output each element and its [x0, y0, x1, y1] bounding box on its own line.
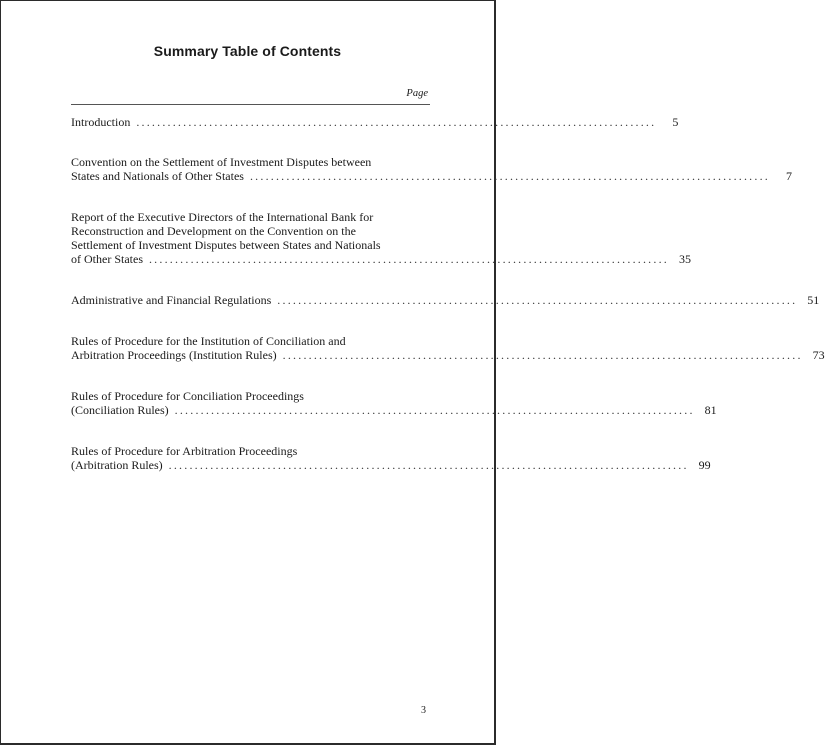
toc-entry-text: Rules of Procedure for the Institution of Conciliation and [71, 334, 346, 348]
toc-entry-introduction[interactable] [71, 115, 679, 129]
header-rule [71, 104, 430, 105]
toc-entry-text: (Conciliation Rules) [71, 403, 169, 417]
dot-leader: .................................................................................................... [136, 115, 657, 129]
toc-entry-convention[interactable] [71, 155, 792, 183]
toc-entry-text: Arbitration Proceedings (Institution Rules) [71, 348, 277, 362]
toc-entry-text: States and Nationals of Other States [71, 169, 244, 183]
page-title: Summary Table of Contents [153, 43, 342, 59]
dot-leader: .................................................................................................... [174, 403, 695, 417]
toc-entry-institution-rules[interactable] [71, 334, 825, 362]
toc-entry-text: Reconstruction and Development on the Convention on the [71, 224, 356, 238]
toc-entry-text: (Arbitration Rules) [71, 458, 163, 472]
toc-page-number: 81 [704, 403, 717, 417]
toc-entry-text: Introduction [71, 115, 131, 129]
toc-entry-report[interactable] [71, 210, 691, 266]
page-column-label: Page [406, 88, 428, 99]
dot-leader: .................................................................................................... [148, 252, 669, 266]
toc-entry-arbitration-rules[interactable] [71, 444, 711, 472]
page-folio: 3 [421, 705, 426, 716]
toc-entry-text: Settlement of Investment Disputes between States and Nationals [71, 238, 381, 252]
dot-leader: .................................................................................................... [282, 348, 803, 362]
toc-entry-text: Convention on the Settlement of Investment Disputes between [71, 155, 372, 169]
toc-entry-text: of Other States [71, 252, 143, 266]
toc-page-number: 35 [678, 252, 691, 266]
toc-page-number: 51 [807, 293, 820, 307]
dot-leader: .................................................................................................... [249, 169, 770, 183]
toc-page-number: 7 [785, 169, 792, 183]
toc-page-number: 5 [672, 115, 679, 129]
toc-page-number: 73 [812, 348, 825, 362]
toc-entry-text: Rules of Procedure for Conciliation Proceedings [71, 389, 304, 403]
dot-leader: .................................................................................................... [277, 293, 798, 307]
dot-leader: .................................................................................................... [168, 458, 689, 472]
toc-entry-text: Administrative and Financial Regulations [71, 293, 272, 307]
toc-entry-regulations[interactable] [71, 293, 820, 307]
toc-page-number: 99 [698, 458, 711, 472]
toc-entry-conciliation-rules[interactable] [71, 389, 717, 417]
toc-entry-text: Report of the Executive Directors of the International Bank for [71, 210, 374, 224]
toc-entry-text: Rules of Procedure for Arbitration Proceedings [71, 444, 298, 458]
